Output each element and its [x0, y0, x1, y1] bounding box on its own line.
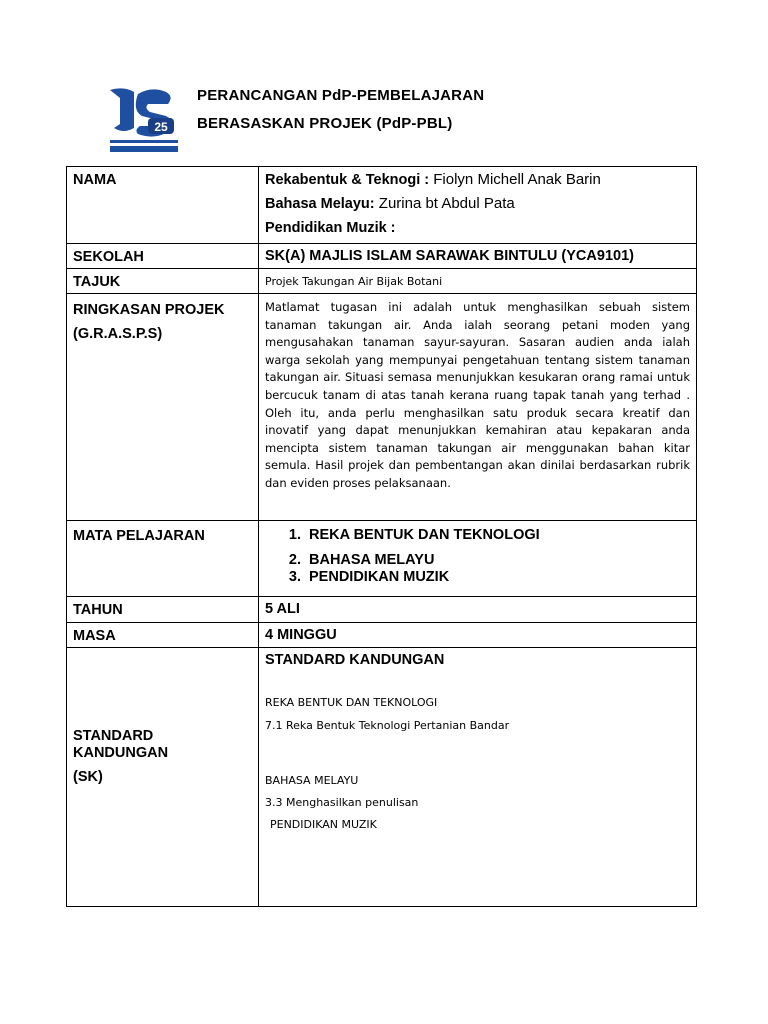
row-standard-kandungan [67, 648, 697, 907]
teacher-bm-label: Bahasa Melayu: [265, 196, 375, 212]
sk-rbt-item: 7.1 Reka Bentuk Teknologi Pertanian Bandar [265, 719, 510, 732]
row-sekolah [67, 244, 697, 269]
subject-list [259, 526, 696, 586]
subject-item: 3. PENDIDIKAN MUZIK [305, 569, 696, 586]
ringkasan-label: RINGKASAN PROJEK [73, 302, 225, 318]
tajuk-value: Projek Takungan Air Bijak Botani [265, 275, 443, 288]
row-tahun [67, 597, 697, 623]
svg-text:25: 25 [154, 120, 168, 134]
teacher-rbt [265, 169, 690, 191]
row-nama [67, 167, 697, 244]
document-title-line-1: PERANCANGAN PdP-PEMBELAJARAN [197, 87, 485, 104]
sk-label: STANDARD [73, 728, 154, 744]
ringkasan-sublabel: (G.R.A.S.P.S) [73, 326, 163, 342]
ringkasan-text: Matlamat tugasan ini adalah untuk menghasilkan sebuah sistem tanaman takungan air. Anda ialah seorang petani moden yang mengusahakan tanaman sayur-sayuran. Sasaran audien anda ialah warga sekolah yang mempunyai pengetahuan tentang sistem tanaman takungan air. Situasi semasa menunjukkan kesukaran orang ramai untuk bercucuk tanam di atas tanah kerana ruang tapak tanah yang terhad . Oleh itu, anda perlu menghasilkan satu produk secara kreatif dan inovatif yang dapat menunjukkan kemahiran atau kepakaran anda mencipta sistem tanaman takungan air menggunakan bahan kitar semula. Hasil projek dan pembentangan akan dinilai berdasarkan rubrik dan eviden proses pelaksanaan. [265, 300, 690, 490]
document-title-line-2: BERASASKAN PROJEK (PdP-PBL) [197, 115, 453, 132]
teacher-rbt-label: Rekabentuk & Teknogi : [265, 172, 430, 188]
mata-pelajaran-label: MATA PELAJARAN [73, 528, 205, 544]
sk-label-2: KANDUNGAN [73, 745, 169, 761]
tajuk-label: TAJUK [73, 274, 121, 290]
sk-bm-subject: BAHASA MELAYU [265, 774, 359, 787]
row-tajuk [67, 269, 697, 294]
masa-value: 4 MINGGU [265, 627, 337, 643]
tahun-value: 5 ALI [265, 601, 300, 617]
sk-bm-item: 3.3 Menghasilkan penulisan [265, 796, 419, 809]
nama-label: NAMA [73, 172, 117, 188]
program-logo [104, 84, 184, 156]
sekolah-value: SK(A) MAJLIS ISLAM SARAWAK BINTULU (YCA9101) [265, 248, 634, 264]
project-plan-table [66, 166, 697, 907]
teacher-rbt-name: Fiolyn Michell Anak Barin [433, 171, 601, 188]
sk-rbt-subject: REKA BENTUK DAN TEKNOLOGI [265, 696, 438, 709]
tahun-label: TAHUN [73, 602, 123, 618]
subject-item: 1. REKA BENTUK DAN TEKNOLOGI [305, 526, 696, 544]
row-mata-pelajaran [67, 521, 697, 597]
teacher-bm [265, 193, 690, 215]
masa-label: MASA [73, 628, 116, 644]
row-masa [67, 623, 697, 648]
row-ringkasan [67, 294, 697, 521]
sk-heading: STANDARD KANDUNGAN [265, 652, 445, 668]
teacher-pm-label: Pendidikan Muzik : [265, 220, 396, 236]
sekolah-label: SEKOLAH [73, 249, 144, 265]
sk-pm-subject: PENDIDIKAN MUZIK [270, 818, 377, 831]
subject-item: 2. BAHASA MELAYU [305, 552, 696, 569]
teacher-bm-name: Zurina bt Abdul Pata [378, 195, 515, 212]
sk-label-3: (SK) [73, 769, 103, 785]
teacher-pm [265, 217, 690, 239]
